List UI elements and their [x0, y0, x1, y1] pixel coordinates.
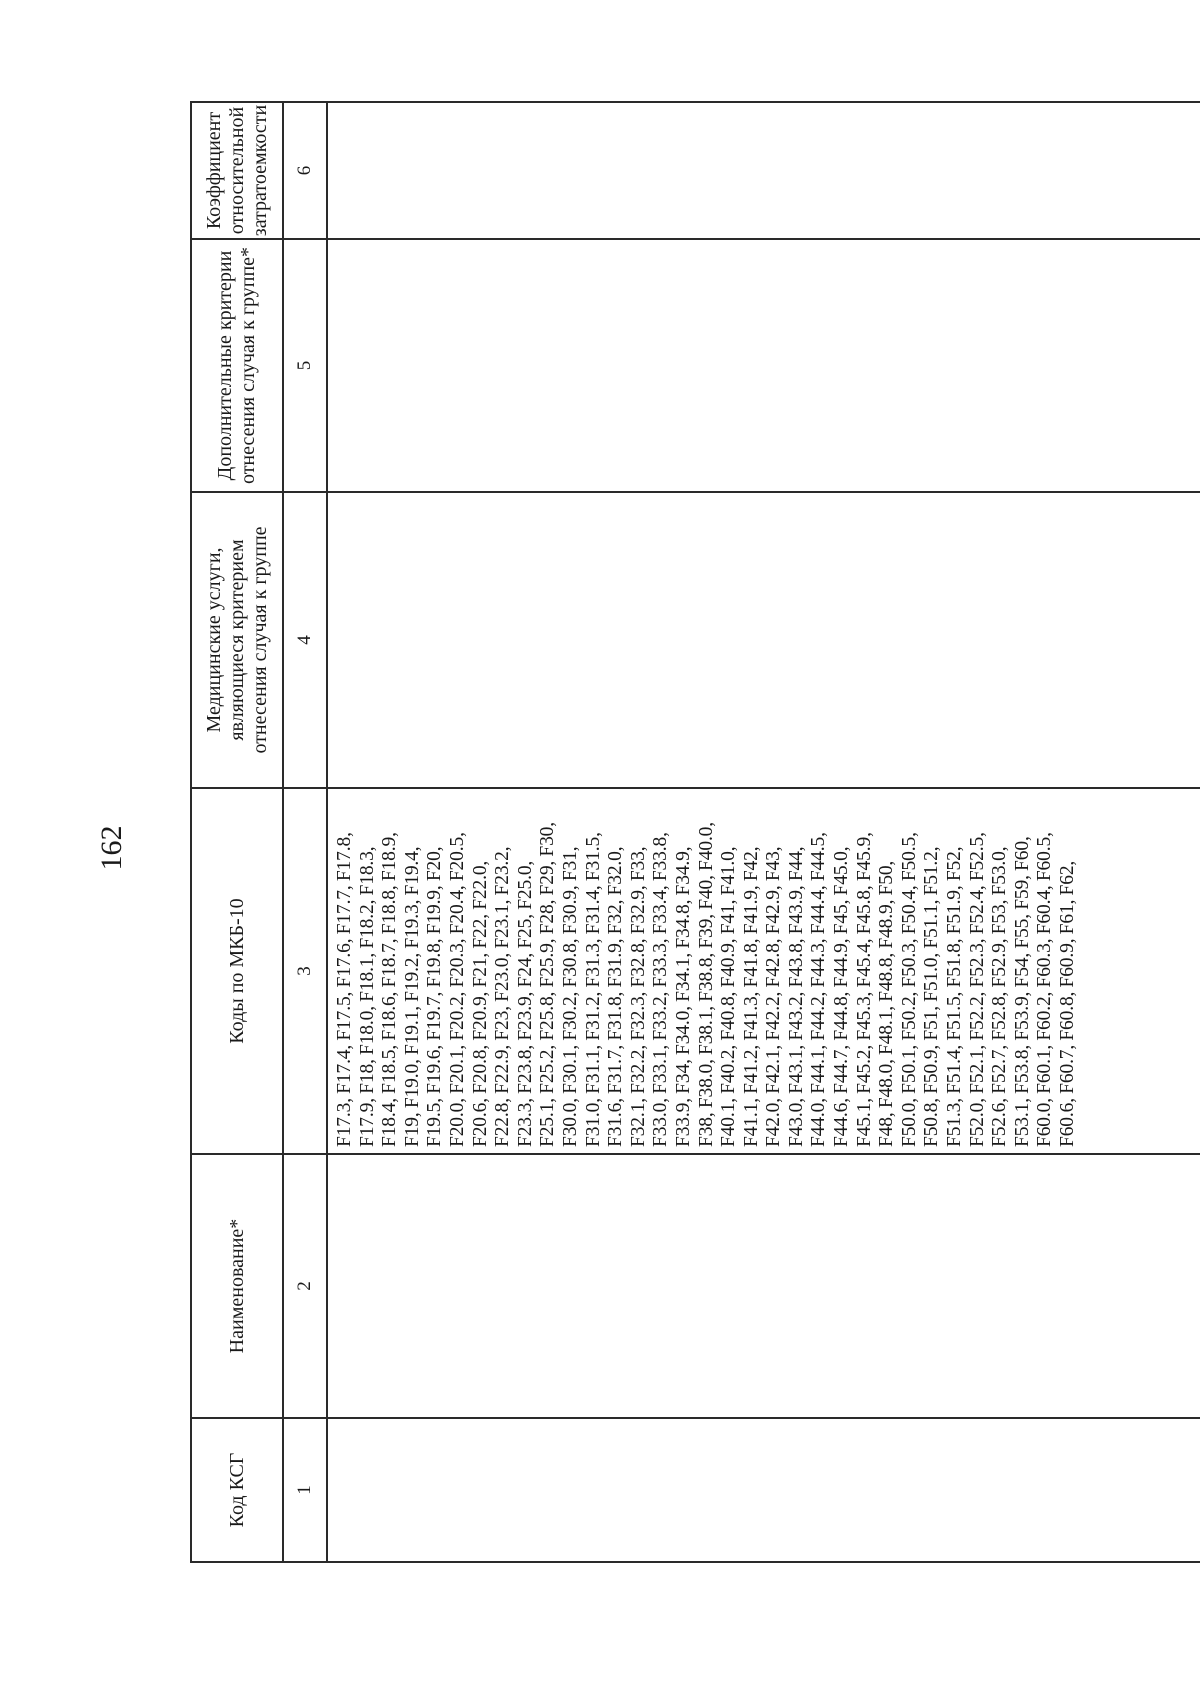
cell-extra-criteria	[327, 239, 1200, 492]
header-icd-codes: Коды по МКБ-10	[191, 788, 283, 1154]
header-coefficient-line-3: затратоемкости	[248, 104, 271, 237]
header-services-line-2: являющиеся критерием	[225, 539, 248, 741]
header-coefficient-line-2: относительной	[225, 106, 248, 235]
header-services	[191, 492, 283, 788]
column-number-2: 2	[283, 1154, 327, 1418]
column-number-row	[283, 102, 327, 1562]
cell-icd-codes: F17.3, F17.4, F17.5, F17.6, F17.7, F17.8, F17.9, F18, F18.0, F18.1, F18.2, F18.3, F18.4, F18.5, F18.6, F18.7, F18.8, F18.9, F19, F19.0, F19.1, F19.2, F19.3, F19.4, F19.5, F19.6, F19.7, F19.8, F19.9, F20, F20.0, F20.1, F20.2, F20.3, F20.4, F20.5, F20.6, F20.8, F20.9, F21, F22, F22.0, F22.8, F22.9, F23, F23.0, F23.1, F23.2, F23.3, F23.8, F23.9, F24, F25, F25.0, F25.1, F25.2, F25.8, F25.9, F28, F29, F30, F30.0, F30.1, F30.2, F30.8, F30.9, F31, F31.0, F31.1, F31.2, F31.3, F31.4, F31.5, F31.6, F31.7, F31.8, F31.9, F32, F32.0, F32.1, F32.2, F32.3, F32.8, F32.9, F33, F33.0, F33.1, F33.2, F33.3, F33.4, F33.8, F33.9, F34, F34.0, F34.1, F34.8, F34.9, F38, F38.0, F38.1, F38.8, F39, F40, F40.0, F40.1, F40.2, F40.8, F40.9, F41, F41.0, F41.1, F41.2, F41.3, F41.8, F41.9, F42, F42.0, F42.1, F42.2, F42.8, F42.9, F43, F43.0, F43.1, F43.2, F43.8, F43.9, F44, F44.0, F44.1, F44.2, F44.3, F44.4, F44.5, F44.6, F44.7, F44.8, F44.9, F45, F45.0, F45.1, F45.2, F45.3, F45.4, F45.8, F45.9, F48, F48.0, F48.1, F48.8, F48.9, F50, F50.0, F50.1, F50.2, F50.3, F50.4, F50.5, F50.8, F50.9, F51, F51.0, F51.1, F51.2, F51.3, F51.4, F51.5, F51.8, F51.9, F52, F52.0, F52.1, F52.2, F52.3, F52.4, F52.5, F52.6, F52.7, F52.8, F52.9, F53, F53.0, F53.1, F53.8, F53.9, F54, F55, F59, F60, F60.0, F60.1, F60.2, F60.3, F60.4, F60.5, F60.6, F60.7, F60.8, F60.9, F61, F62,	[327, 788, 1200, 1154]
header-coefficient	[191, 102, 283, 239]
column-number-1: 1	[283, 1418, 327, 1562]
header-ksg-code: Код КСГ	[191, 1418, 283, 1562]
column-number-4: 4	[283, 492, 327, 788]
header-services-line-3: отнесения случая к группе	[248, 526, 271, 754]
ksg-table-wrapper	[190, 103, 1200, 1563]
column-number-5: 5	[283, 239, 327, 492]
header-name-text: Наименование*	[225, 1218, 248, 1354]
cell-name	[327, 1154, 1200, 1418]
cell-services	[327, 492, 1200, 788]
cell-ksg-code	[327, 1418, 1200, 1562]
ksg-table	[190, 101, 1200, 1563]
header-coefficient-line-1: Коэффициент	[202, 111, 225, 230]
column-number-6: 6	[283, 102, 327, 239]
cell-coefficient	[327, 102, 1200, 239]
header-extra-criteria	[191, 239, 283, 492]
table-row	[327, 102, 1200, 1562]
header-services-line-1: Медицинские услуги,	[202, 547, 225, 733]
column-number-3: 3	[283, 788, 327, 1154]
page-number: 162	[95, 825, 128, 871]
header-name	[191, 1154, 283, 1418]
header-extra-criteria-line-2: отнесения случая к группе*	[237, 246, 259, 485]
header-extra-criteria-line-1: Дополнительные критерии	[214, 250, 236, 481]
